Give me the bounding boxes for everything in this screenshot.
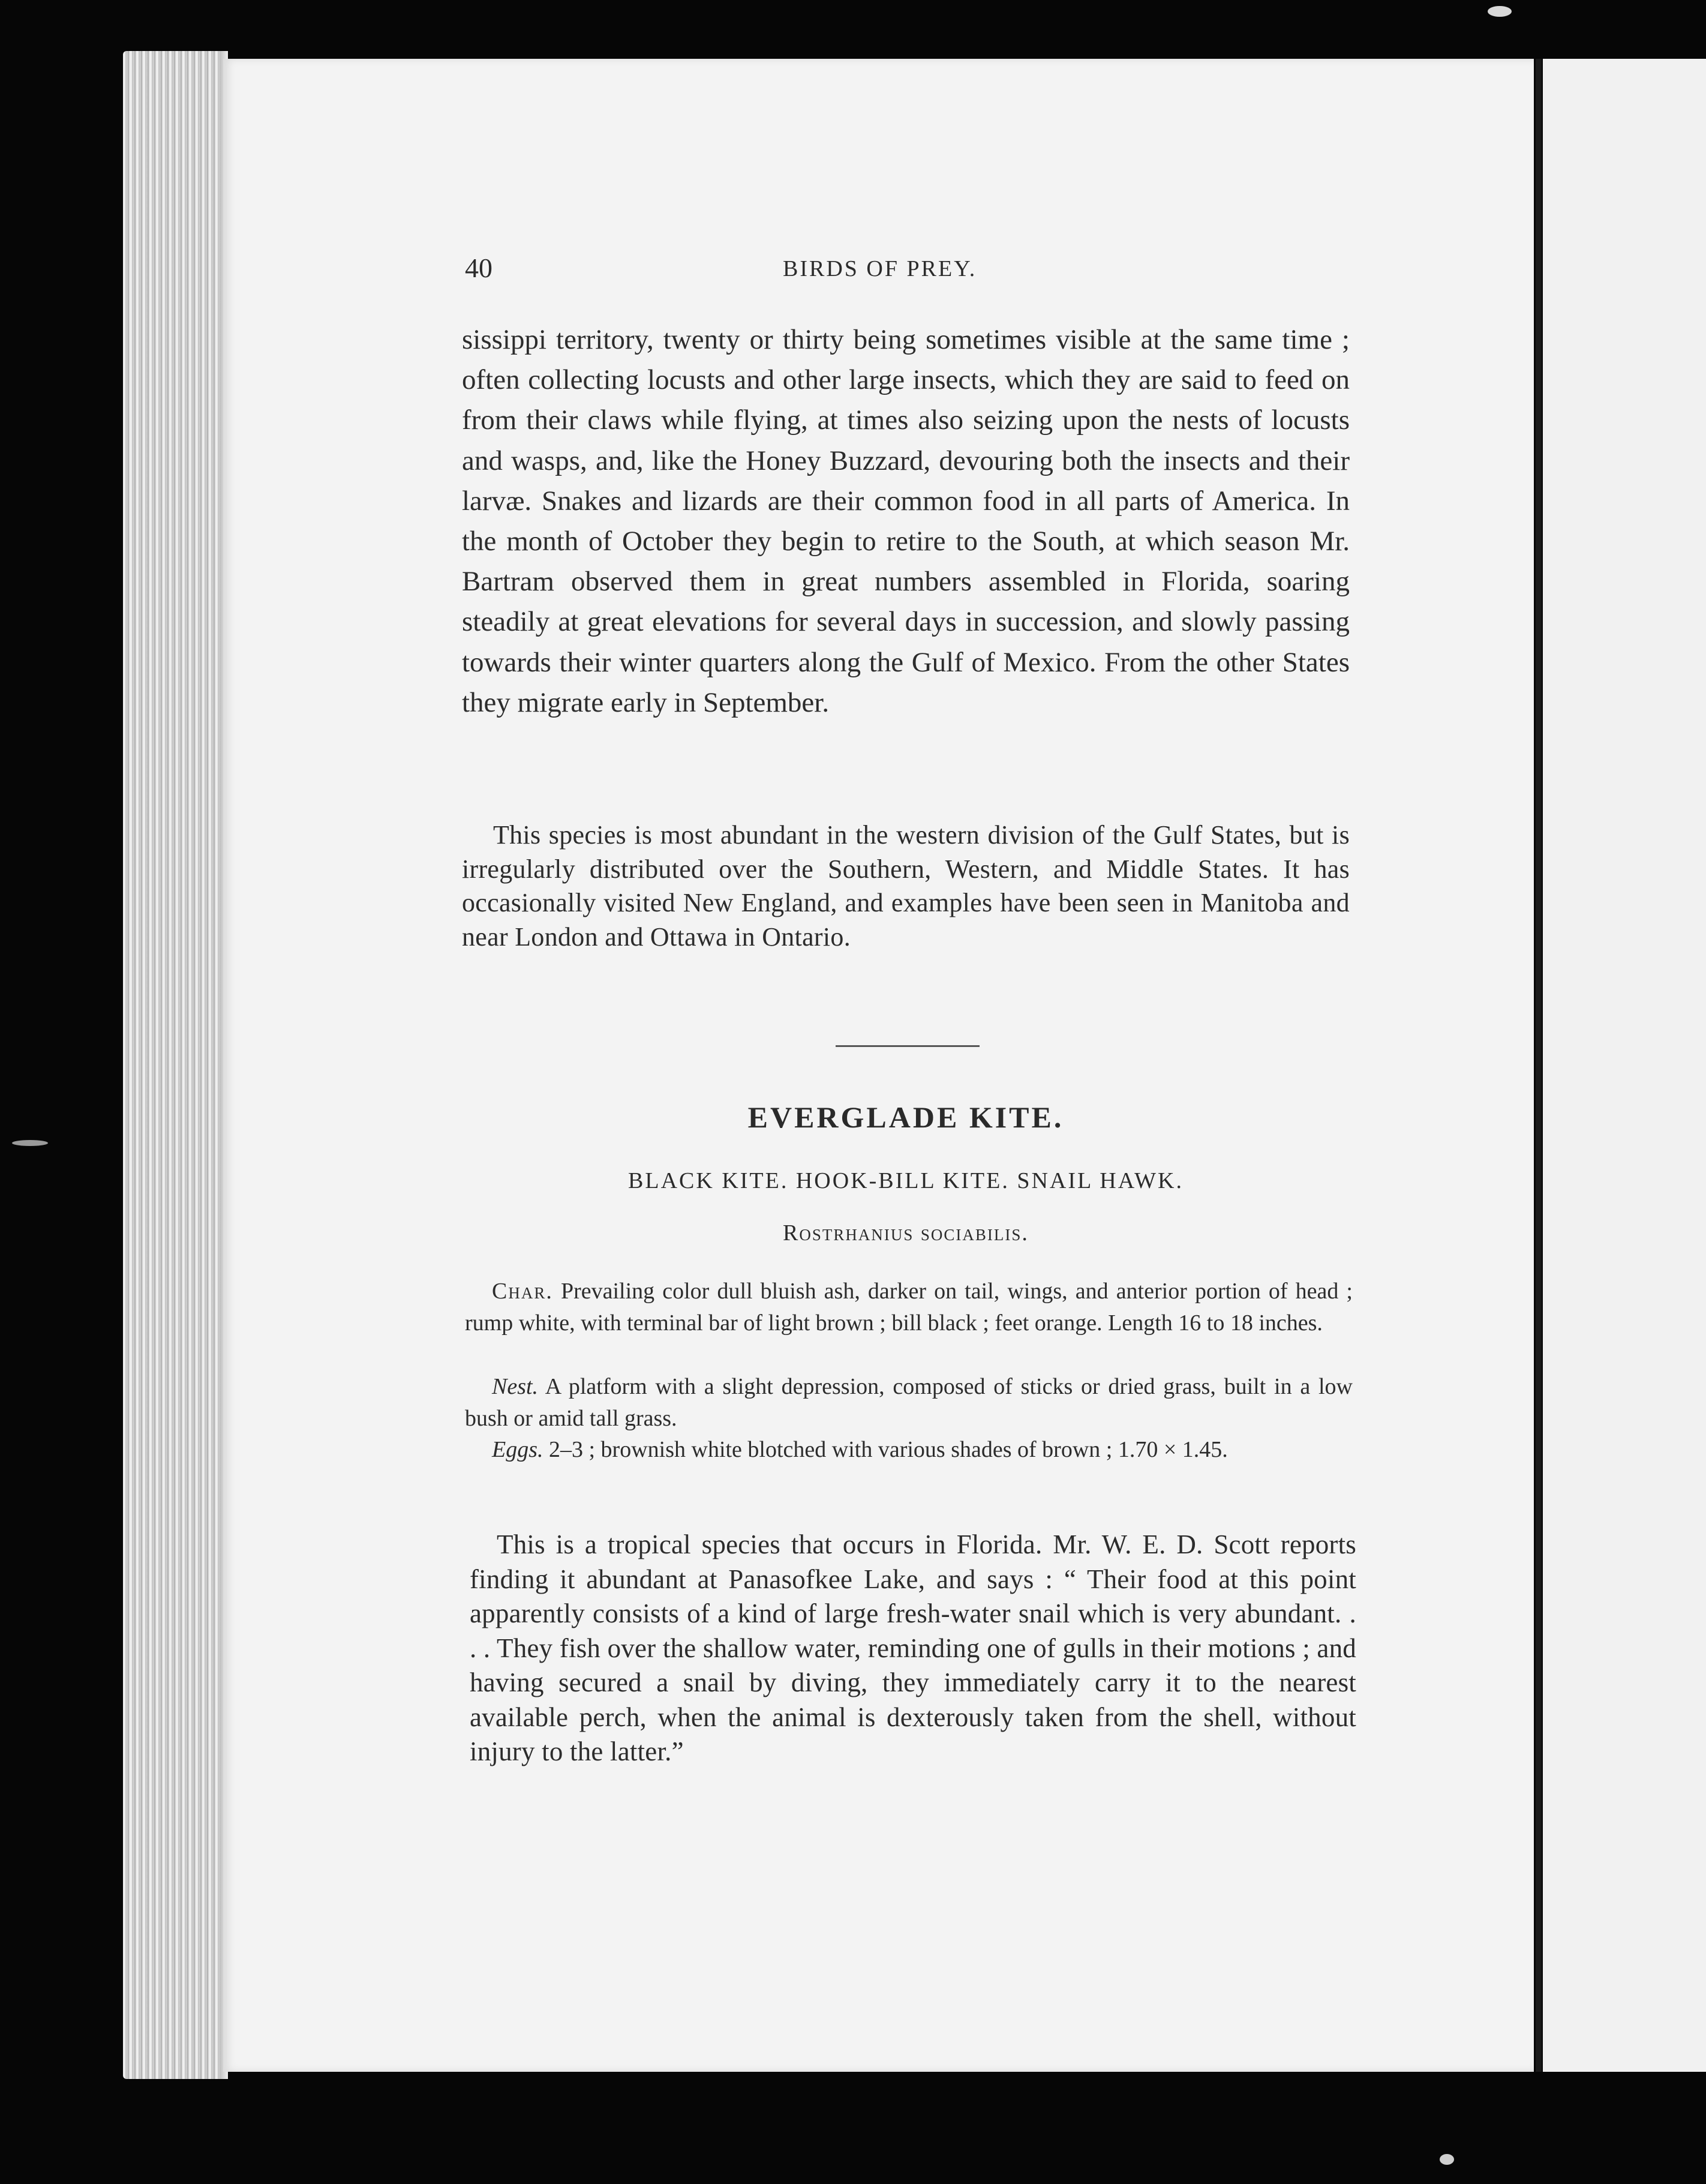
characters-description	[465, 1276, 1353, 1339]
nest-label: Nest.	[492, 1374, 539, 1399]
section-heading: EVERGLADE KITE.	[747, 1100, 1064, 1134]
section-divider	[836, 1045, 980, 1047]
paragraph-2: This species is most abundant in the western division of the Gulf States, but is irregularly distributed over the Southern, Western, and Middle States. It has occasionally visited New England, and examples have been seen in Manitoba and near London and Ottawa in Ontario.	[462, 820, 1350, 952]
paragraph-3: This is a tropical species that occurs in Florida. Mr. W. E. D. Scott reports finding it abundant at Panasofkee Lake, and says : “ Their food at this point apparently consists of a kind of large fresh-water snail which is very abundant. . . . They fish over the shallow water, reminding one of gulls in their motions ; and having secured a snail by diving, they immediately carry it to the nearest available perch, when the animal is dexterously taken from the shell, without injury to the latter.”	[470, 1529, 1356, 1766]
scientific-name: Rostrhanius sociabilis.	[783, 1220, 1029, 1246]
gutter-shadow	[1536, 59, 1542, 2072]
facing-page	[1543, 59, 1706, 2072]
nest-text: A platform with a slight depression, composed of sticks or dried grass, built in a low bush or amid tall grass.	[465, 1374, 1353, 1431]
eggs-label: Eggs.	[492, 1437, 543, 1462]
scan-speck	[1440, 2154, 1454, 2165]
nest-description	[465, 1371, 1353, 1434]
paragraph-1: sissippi territory, twenty or thirty being sometimes visible at the same time ; often collecting locusts and other large insects, which they are said to feed on from their claws while flying, at times also seizing upon the nests of locusts and wasps, and, like the Honey Buzzard, devouring both the insects and their larvæ. Snakes and lizards are their common food in all parts of America. In the month of October they begin to retire to the South, at which season Mr. Bartram observed them in great numbers assembled in Florida, soaring steadily at great elevations for several days in succession, and slowly passing towards their winter quarters along the Gulf of Mexico. From the other States they migrate early in September.	[462, 324, 1350, 718]
char-text: Prevailing color dull bluish ash, darker on tail, wings, and anterior portion of head ; rump white, with terminal bar of light brown ; bill black ; feet orange. Length 16 to 18 inches.	[465, 1279, 1353, 1336]
eggs-text: 2–3 ; brownish white blotched with various shades of brown ; 1.70 × 1.45.	[543, 1437, 1228, 1462]
running-head	[465, 252, 1065, 288]
eggs-description	[465, 1434, 1353, 1466]
scan-speck	[12, 1140, 48, 1146]
page-number: 40	[465, 253, 492, 283]
scan-speck	[1488, 6, 1512, 17]
char-label: Char.	[492, 1279, 553, 1304]
running-title: BIRDS OF PREY.	[783, 256, 977, 281]
page-edges	[123, 51, 228, 2079]
common-names: BLACK KITE. HOOK-BILL KITE. SNAIL HAWK.	[628, 1168, 1184, 1193]
